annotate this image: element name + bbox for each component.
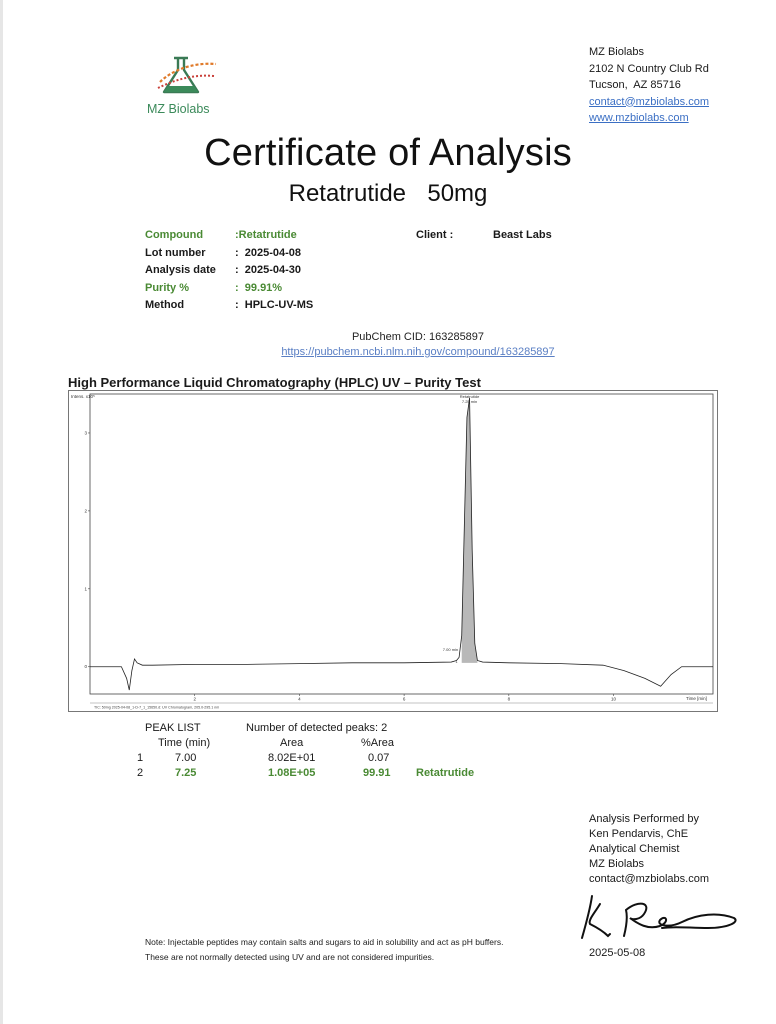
analyst-role: Analytical Chemist (589, 843, 680, 855)
chart-outer-frame (69, 391, 718, 712)
peak-1-number: 1 (137, 752, 144, 764)
compound-value: :Retatrutide (235, 229, 297, 241)
analyst-company: MZ Biolabs (589, 858, 645, 870)
y-axis-label: Intens. x10⁵ (71, 394, 95, 399)
purity-row (145, 280, 313, 298)
flask-icon (150, 52, 220, 100)
peak-2-number: 2 (137, 767, 144, 779)
method-row (145, 297, 313, 315)
client-value: Beast Labs (493, 229, 552, 241)
impurity-note (145, 935, 503, 965)
peak-list (0, 722, 776, 792)
y-tick-label-1: 1 (84, 586, 87, 592)
peak-2-time: 7.25 (175, 767, 197, 779)
company-address (589, 44, 709, 127)
analysis-date-row (145, 262, 313, 280)
x-tick-label-4: 4 (298, 696, 301, 702)
lot-row (145, 245, 313, 263)
client-label: Client : (416, 229, 454, 241)
address-city: Tucson, AZ 85716 (589, 79, 681, 91)
sample-info (145, 227, 313, 315)
col-header-area: Area (280, 737, 304, 749)
lot-value: : 2025-04-08 (235, 246, 302, 259)
lot-label: Lot number (145, 246, 206, 259)
peak-compound-annotation: Retatrutide (459, 394, 480, 399)
x-tick-label-8: 8 (507, 696, 511, 702)
chart-footer-text: TIC: 50mg 2025-04-08_1-D-7_1_15650.d: UV Chromatogram, 205.0-295.1 nm (94, 705, 220, 710)
minor-peak-number: 1 (455, 658, 458, 664)
analyst-block (589, 812, 709, 887)
x-tick-label-6: 6 (402, 696, 406, 702)
analyst-name: Ken Pendarvis, ChE (589, 828, 689, 840)
peak-2-area: 1.08E+05 (268, 767, 316, 779)
x-tick-label-10: 10 (611, 696, 617, 702)
analyst-email: contact@mzbiolabs.com (589, 873, 709, 885)
col-header-pct-area: %Area (361, 737, 395, 749)
signature-date: 2025-05-08 (589, 947, 646, 959)
peak-1-time: 7.00 (175, 752, 197, 764)
detected-peaks-count: Number of detected peaks: 2 (246, 722, 388, 734)
email-link[interactable]: contact@mzbiolabs.com (589, 95, 709, 108)
pubchem-cid: PubChem CID: 163285897 (351, 331, 485, 343)
peak-2-pct: 99.91 (363, 767, 391, 779)
col-header-time: Time (min) (158, 737, 211, 749)
purity-value: : 99.91% (235, 281, 283, 294)
y-tick-label-2: 2 (84, 508, 87, 514)
peak-1-pct: 0.07 (368, 752, 390, 764)
note-line-1: Note: Injectable peptides may contain salts and sugars to aid in solubility and act as pH buffers. (145, 937, 504, 947)
minor-peak-time-annotation: 7.00 min (442, 647, 459, 653)
y-tick-label-3: 3 (84, 430, 87, 436)
website-link[interactable]: www.mzbiolabs.com (589, 112, 689, 124)
analysis-date-label: Analysis date (145, 264, 216, 276)
address-street: 2102 N Country Club Rd (589, 62, 709, 75)
document-subtitle: Retatrutide 50mg (288, 180, 488, 207)
document-title: Certificate of Analysis (204, 132, 572, 174)
hplc-section-title: High Performance Liquid Chromatography (HPLC) UV – Purity Test (68, 375, 481, 390)
peak-list-title: PEAK LIST (145, 722, 201, 734)
pubchem-link[interactable]: https://pubchem.ncbi.nlm.nih.gov/compound/163285897 (281, 346, 555, 358)
analysis-date-value: : 2025-04-30 (235, 264, 302, 276)
y-tick-label-0: 0 (84, 664, 87, 670)
note-line-2: These are not normally detected using UV and are not considered impurities. (145, 952, 435, 962)
x-tick-label-2: 2 (193, 696, 196, 702)
analyst-heading: Analysis Performed by (589, 813, 700, 825)
compound-row (145, 227, 313, 245)
hplc-chromatogram (68, 390, 718, 712)
address-company: MZ Biolabs (589, 46, 645, 58)
compound-label: Compound (145, 229, 204, 241)
peak-1-area: 8.02E+01 (268, 752, 316, 764)
peak-2-compound: Retatrutide (416, 767, 475, 779)
method-value: : HPLC-UV-MS (235, 299, 314, 311)
x-axis-label: Time [min] (686, 696, 707, 701)
purity-label: Purity % (145, 281, 190, 294)
method-label: Method (145, 299, 185, 311)
logo-name: MZ Biolabs (147, 102, 210, 116)
peak-time-annotation: 7.25 min (461, 399, 478, 404)
handwritten-signature (578, 890, 743, 948)
